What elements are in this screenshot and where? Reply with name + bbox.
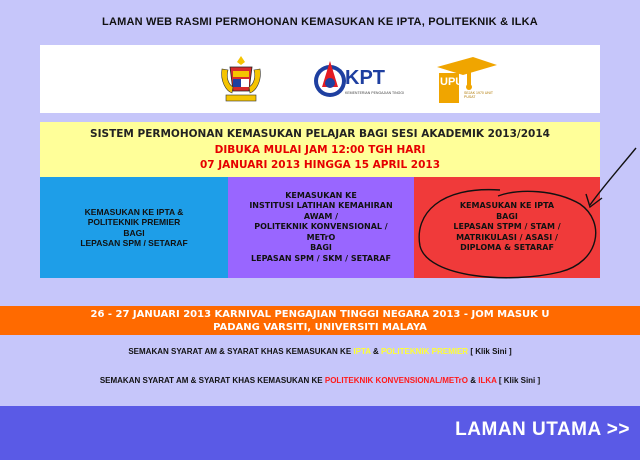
link-row-prefix: SEMAKAN SYARAT AM & SYARAT KHAS KEMASUKAN KE bbox=[99, 376, 325, 385]
link-row-separator: & bbox=[468, 376, 479, 385]
event-banner[interactable] bbox=[0, 306, 640, 335]
link-row-separator: & bbox=[370, 347, 381, 356]
home-link[interactable]: LAMAN UTAMA >> bbox=[455, 419, 630, 440]
announcement-title: SISTEM PERMOHONAN KEMASUKAN PELAJAR BAGI SESI AKADEMIK 2013/2014 bbox=[90, 128, 550, 140]
option-ilka-politeknik-label: KEMASUKAN KE INSTITUSI LATIHAN KEMAHIRAN AWAM / POLITEKNIK KONVENSIONAL / METrO BAGI LEPASAN SPM / SKM / SETARAF bbox=[249, 190, 393, 263]
link-politeknik-konvensional[interactable]: POLITEKNIK KONVENSIONAL/METrO bbox=[324, 376, 468, 385]
kpt-logo-subtext: KEMENTERIAN PENGAJIAN TINGGI bbox=[345, 91, 405, 95]
option-ilka-politeknik-button[interactable] bbox=[228, 177, 414, 278]
announcement-panel bbox=[40, 122, 600, 177]
event-banner-line1: 26 - 27 JANUARI 2013 KARNIVAL PENGAJIAN TINGGI NEGARA 2013 - JOM MASUK U bbox=[90, 309, 550, 320]
option-ipta-spm-label: KEMASUKAN KE IPTA & POLITEKNIK PREMIER BAGI LEPASAN SPM / SETARAF bbox=[80, 206, 188, 248]
malaysia-crest-icon bbox=[218, 53, 264, 105]
link-ilka[interactable]: ILKA bbox=[478, 376, 497, 385]
requirements-link-row-konvensional[interactable] bbox=[0, 376, 640, 385]
event-banner-line2: PADANG VARSITI, UNIVERSITI MALAYA bbox=[213, 322, 427, 333]
click-here-link[interactable]: [ Klik Sini ] bbox=[468, 347, 512, 356]
kpt-logo-text: KPT bbox=[345, 67, 385, 89]
announcement-dates: 07 JANUARI 2013 HINGGA 15 APRIL 2013 bbox=[199, 159, 441, 171]
announcement-open-time: DIBUKA MULAI JAM 12:00 TGH HARI bbox=[214, 144, 426, 156]
link-row-prefix: SEMAKAN SYARAT AM & SYARAT KHAS KEMASUKAN KE bbox=[128, 347, 354, 356]
option-ipta-stpm-label: KEMASUKAN KE IPTA BAGI LEPASAN STPM / STAM / MATRIKULASI / ASASI / DIPLOMA & SETARAF bbox=[453, 201, 561, 253]
link-ipta[interactable]: IPTA bbox=[353, 347, 371, 356]
upu-logo-text: UPU bbox=[440, 76, 464, 88]
page-title: LAMAN WEB RASMI PERMOHONAN KEMASUKAN KE IPTA, POLITEKNIK & ILKA bbox=[102, 16, 538, 28]
upu-logo-subtext: SEJAK 1970 UNIT PUSAT bbox=[464, 91, 493, 99]
option-ipta-spm-button[interactable] bbox=[40, 177, 228, 278]
click-here-link[interactable]: [ Klik Sini ] bbox=[496, 376, 541, 385]
logo-strip bbox=[40, 45, 600, 113]
link-politeknik-premier[interactable]: POLITEKNIK PREMIER bbox=[380, 347, 469, 356]
option-ipta-stpm-button[interactable] bbox=[414, 177, 600, 278]
requirements-link-row-premier[interactable] bbox=[0, 347, 640, 356]
